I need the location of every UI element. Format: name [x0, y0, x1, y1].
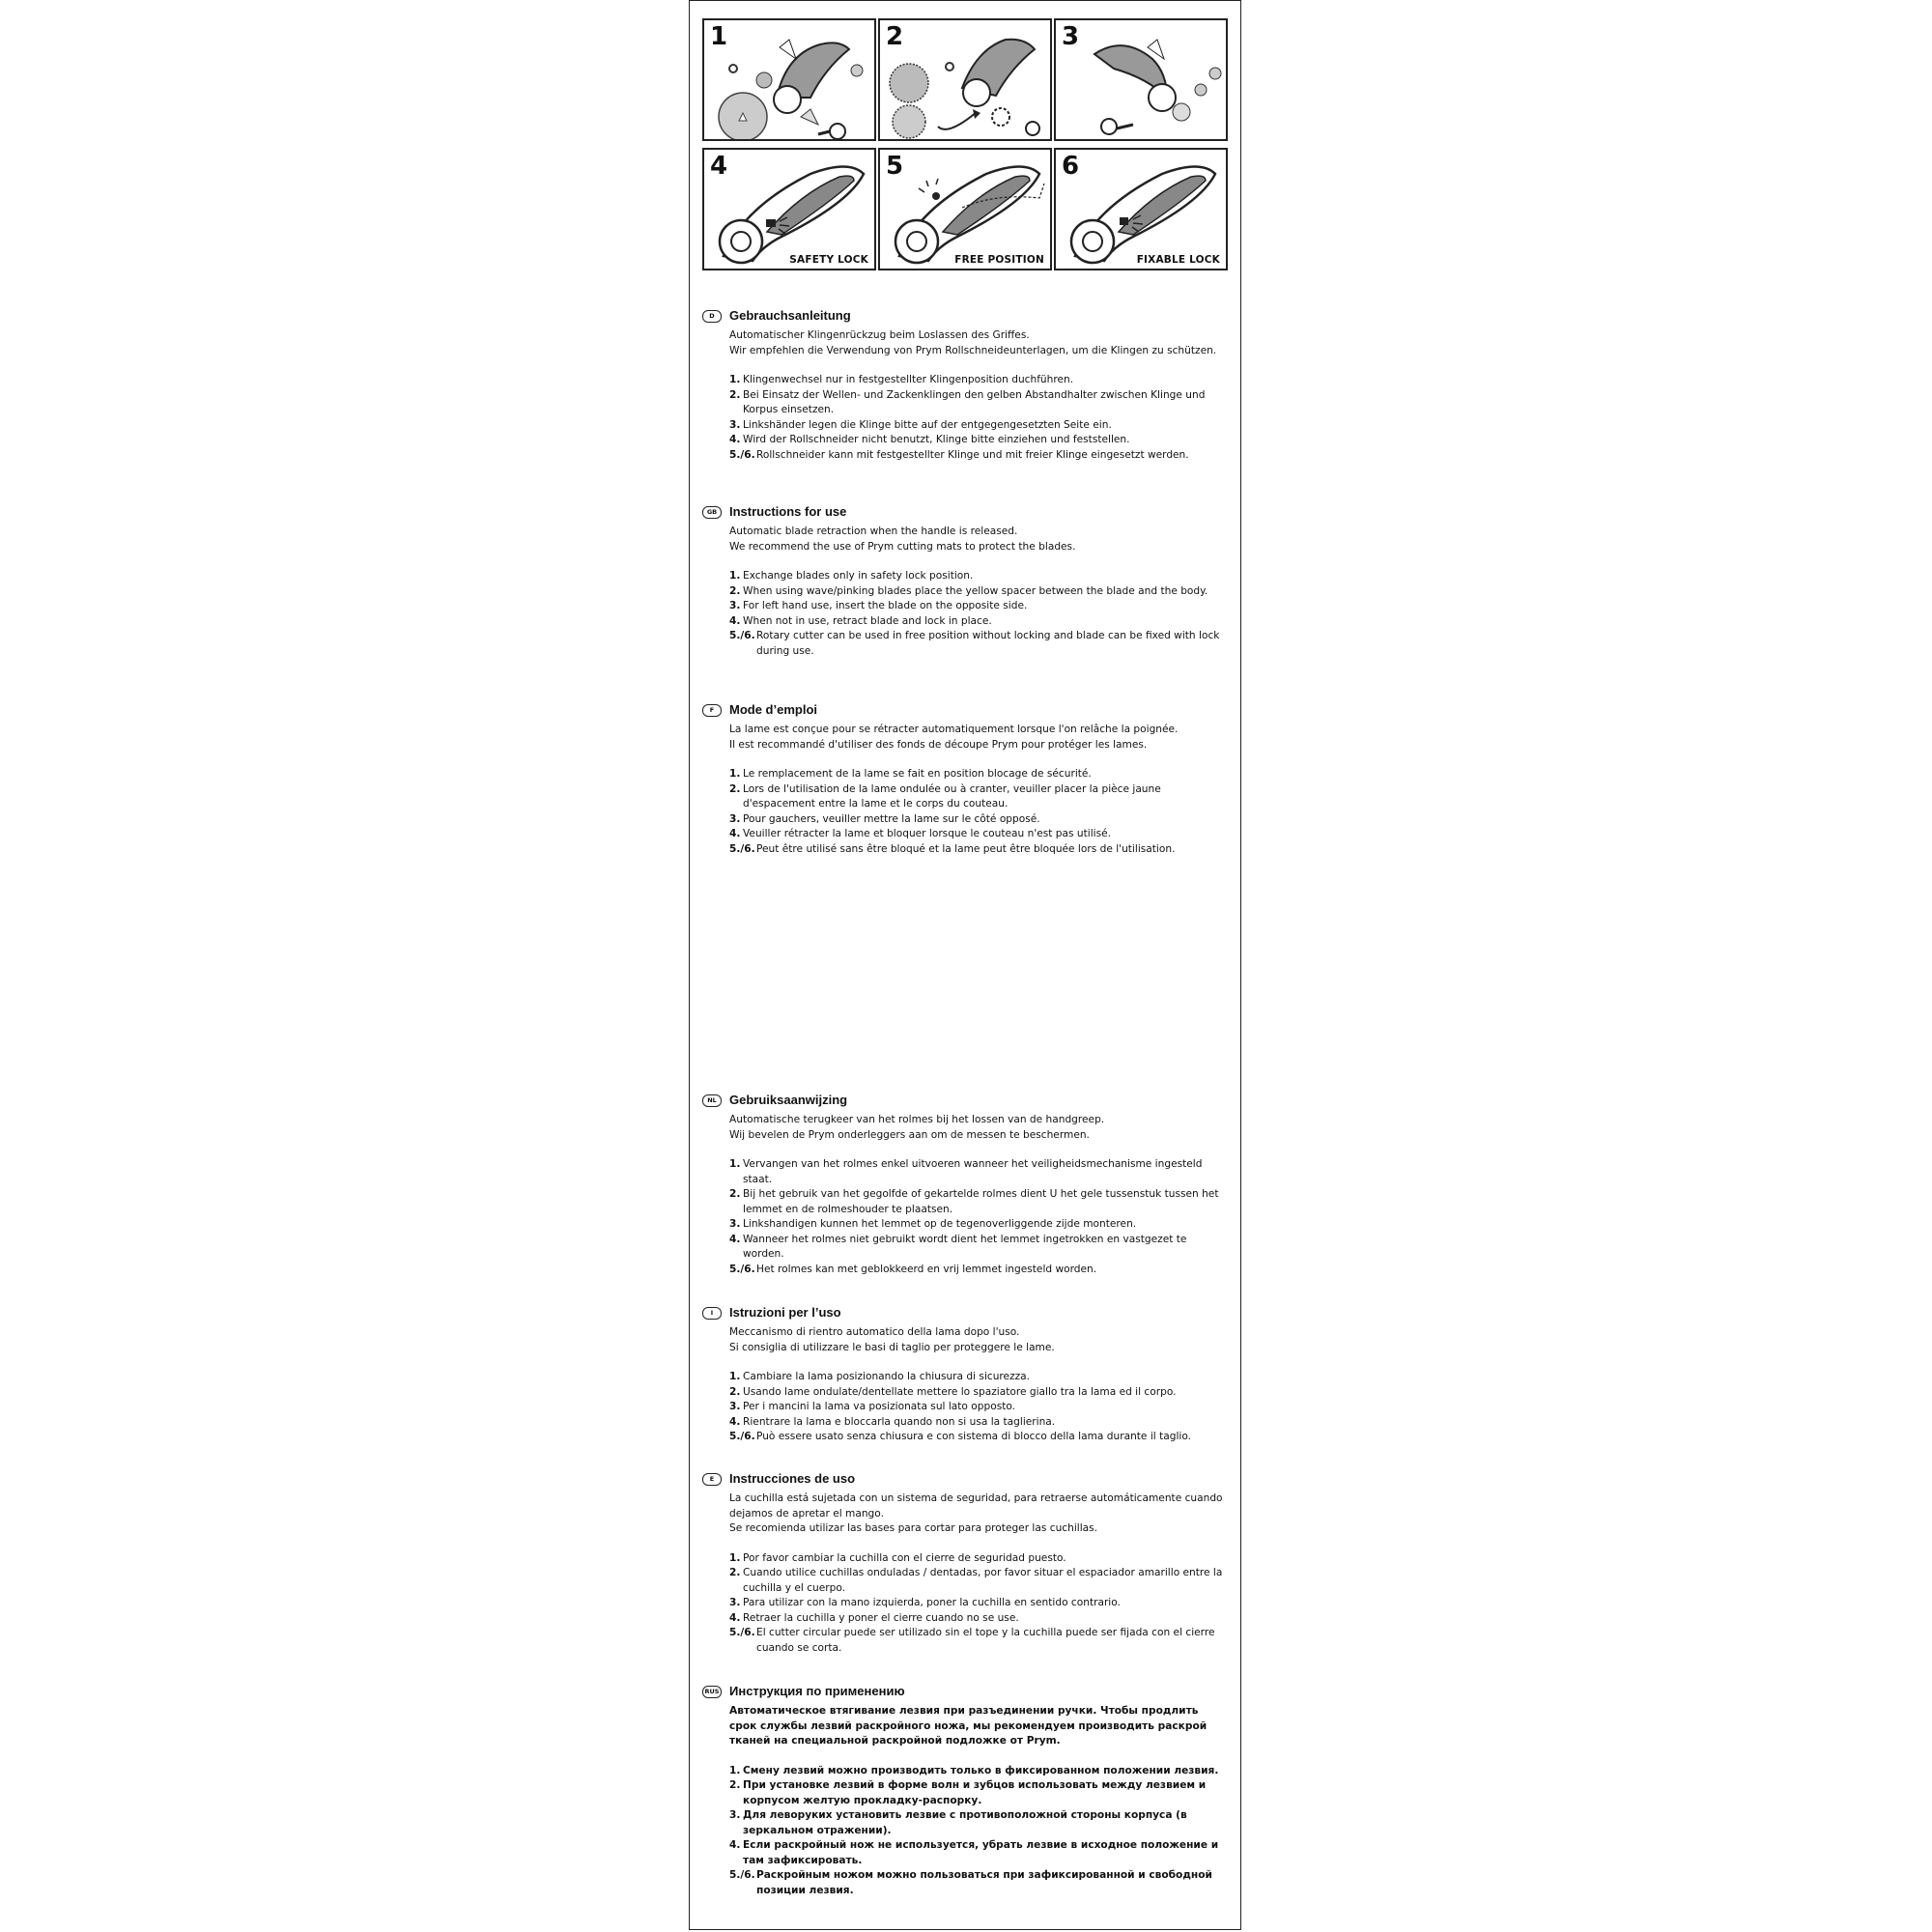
language-badge: RUS [702, 1686, 722, 1698]
instruction-sheet [689, 0, 1241, 1930]
step-number: 1. [729, 1158, 741, 1170]
step-item [729, 448, 1224, 464]
step-number: 2. [729, 1188, 741, 1200]
language-badge: F [702, 704, 722, 717]
step-item [729, 1838, 1224, 1868]
steps-list [729, 1157, 1224, 1277]
steps-list [729, 373, 1224, 463]
step-item [729, 1764, 1224, 1779]
language-badge: E [702, 1473, 722, 1486]
step-item [729, 842, 1224, 858]
section-nl [702, 1093, 1224, 1277]
panel-3 [1054, 18, 1228, 141]
intro-text: La cuchilla está sujetada con un sistema de seguridad, para retraerse automáticamente cuando dejamos de apretar el mango. [729, 1492, 1223, 1520]
step-text: Può essere usato senza chiusura e con sistema di blocco della lama durante il taglio. [756, 1431, 1191, 1442]
step-text: Rollschneider kann mit festgestellter Klinge und mit freier Klinge eingesetzt werden. [756, 448, 1189, 461]
step-text: Раскройным ножом можно пользоваться при зафиксированной и свободной позиции лезвия. [756, 1869, 1212, 1896]
step-number: 1. [729, 768, 741, 780]
step-number: 4. [729, 1611, 741, 1624]
step-number: 2. [729, 782, 741, 795]
intro-text: La lame est conçue pour se rétracter automatiquement lorsque l'on relâche la poignée. [729, 724, 1179, 735]
step-item [729, 614, 1224, 630]
language-badge: I [702, 1307, 722, 1320]
step-text: Per i mancini la lama va posizionata sul lato opposto. [743, 1401, 1016, 1412]
spacer-illustration [880, 20, 1052, 141]
step-number: 3. [729, 1218, 741, 1230]
step-text: Retraer la cuchilla y poner el cierre cuando no se use. [743, 1611, 1019, 1624]
step-number: 5./6. [729, 630, 755, 641]
section-title: Instrucciones de uso [729, 1471, 856, 1486]
section-title: Istruzioni per l’uso [729, 1305, 841, 1320]
section-es [702, 1471, 1224, 1656]
step-number: 2. [729, 1385, 741, 1398]
intro-text: Automatische terugkeer van het rolmes bij het lossen van de handgreep. [729, 1114, 1105, 1125]
panel-5 [878, 148, 1052, 270]
section-gb [702, 504, 1224, 659]
step-item [729, 1808, 1224, 1838]
step-text: Для леворуких установить лезвие с противоположной стороны корпуса (в зеркальном отражении). [743, 1809, 1187, 1836]
intro-text: We recommend the use of Prym cutting mats to protect the blades. [729, 540, 1076, 553]
intro-text: Se recomienda utilizar las bases para cortar para proteger las cuchillas. [729, 1522, 1098, 1534]
section-title: Инструкция по применению [729, 1684, 905, 1698]
step-text: При установке лезвий в форме волн и зубцов использовать между лезвием и корпусом желтую прокладку-распорку. [743, 1779, 1207, 1806]
step-text: Rientrare la lama e bloccarla quando non si usa la taglierina. [743, 1415, 1056, 1428]
step-text: Por favor cambiar la cuchilla con el cierre de seguridad puesto. [743, 1551, 1066, 1564]
step-text: Veuiller rétracter la lame et bloquer lorsque le couteau n'est pas utilisé. [743, 828, 1112, 839]
step-number: 4. [729, 614, 741, 627]
step-item [729, 1187, 1224, 1217]
step-number: 3. [729, 1597, 741, 1608]
step-text: When not in use, retract blade and lock in place. [743, 614, 992, 627]
step-text: For left hand use, insert the blade on the opposite side. [743, 600, 1028, 611]
step-number: 4. [729, 1839, 741, 1851]
step-number: 5./6. [729, 1431, 755, 1442]
step-text: Смену лезвий можно производить только в фиксированном положении лезвия. [743, 1764, 1219, 1776]
step-item [729, 629, 1224, 659]
step-number: 4. [729, 828, 741, 839]
step-text: El cutter circular puede ser utilizado sin el tope y la cuchilla puede ser fijada con el cierre cuando se corta. [756, 1627, 1215, 1654]
intro-text: Automatic blade retraction when the handle is released. [729, 526, 1018, 537]
step-text: Bei Einsatz der Wellen- und Zackenklingen den gelben Abstandhalter zwischen Klinge und Korpus einsetzen. [743, 388, 1206, 415]
step-item [729, 1868, 1224, 1898]
step-item [729, 1233, 1224, 1263]
step-text: Klingenwechsel nur in festgestellter Klingenposition duchführen. [743, 374, 1074, 385]
section-title: Instructions for use [729, 504, 847, 519]
steps-list [729, 1370, 1224, 1445]
step-item [729, 1566, 1224, 1596]
step-item [729, 1596, 1224, 1611]
step-item [729, 1551, 1224, 1567]
panel-4 [702, 148, 876, 270]
step-number: 1. [729, 374, 741, 385]
step-text: Le remplacement de la lame se fait en position blocage de sécurité. [743, 768, 1092, 780]
steps-list [729, 1764, 1224, 1899]
step-number: 2. [729, 388, 741, 401]
step-text: Если раскройный нож не используется, убрать лезвие в исходное положение и там зафиксировать. [743, 1839, 1219, 1866]
panel-1 [702, 18, 876, 141]
step-item [729, 767, 1224, 782]
step-text: Het rolmes kan met geblokkeerd en vrij lemmet ingesteld worden. [756, 1263, 1097, 1275]
step-item [729, 418, 1224, 434]
left-hand-illustration [1056, 20, 1228, 141]
blade-change-illustration [704, 20, 876, 141]
step-text: Vervangen van het rolmes enkel uitvoeren wanneer het veiligheidsmechanisme ingesteld staat. [743, 1158, 1203, 1185]
step-text: Cambiare la lama posizionando la chiusura di sicurezza. [743, 1371, 1031, 1382]
step-number: 5./6. [729, 448, 755, 461]
step-number: 5./6. [729, 1263, 755, 1275]
step-item [729, 584, 1224, 600]
step-number: 1. [729, 1371, 741, 1382]
language-badge: D [702, 310, 722, 323]
step-item [729, 1263, 1224, 1278]
step-number: 2. [729, 1779, 741, 1791]
fixable-lock-illustration [1056, 150, 1228, 270]
intro-text: Wij bevelen de Prym onderleggers aan om de messen te beschermen. [729, 1128, 1090, 1141]
step-text: Cuando utilice cuchillas onduladas / dentadas, por favor situar el espaciador amarillo entre la cuchilla y el cuerpo. [743, 1567, 1223, 1594]
step-item [729, 827, 1224, 842]
step-text: Wanneer het rolmes niet gebruikt wordt dient het lemmet ingetrokken en vastgezet te worden. [743, 1233, 1187, 1260]
panel-number: 5 [886, 152, 904, 181]
step-text: Linkshänder legen die Klinge bitte auf der entgegengesetzten Seite ein. [743, 418, 1112, 431]
step-item [729, 1157, 1224, 1187]
step-number: 4. [729, 434, 741, 445]
step-number: 2. [729, 1567, 741, 1578]
intro-text: Wir empfehlen die Verwendung von Prym Rollschneideunterlagen, um die Klingen zu schützen. [729, 344, 1217, 356]
free-position-illustration [880, 150, 1052, 270]
panel-caption: SAFETY LOCK [789, 254, 868, 266]
step-text: Usando lame ondulate/dentellate mettere lo spaziatore giallo tra la lama ed il corpo. [743, 1385, 1177, 1398]
step-text: Wird der Rollschneider nicht benutzt, Klinge bitte einziehen und feststellen. [743, 434, 1130, 445]
step-number: 4. [729, 1415, 741, 1428]
panel-number: 4 [710, 152, 728, 181]
panel-caption: FIXABLE LOCK [1136, 254, 1220, 266]
language-badge: GB [702, 506, 722, 519]
intro-text: Автоматическое втягивание лезвия при разъединении ручки. Чтобы продлить срок службы лезвий раскройного ножа, мы рекомендуем производить раскрой тканей на специальной раскройной подложке от Prym. [729, 1705, 1208, 1747]
step-item [729, 1415, 1224, 1431]
panel-number: 2 [886, 22, 904, 51]
intro-text: Il est recommandé d'utiliser des fonds de découpe Prym pour protéger les lames. [729, 738, 1148, 751]
step-number: 5./6. [729, 1869, 755, 1881]
section-de [702, 308, 1224, 463]
step-item [729, 599, 1224, 614]
step-text: Para utilizar con la mano izquierda, poner la cuchilla en sentido contrario. [743, 1597, 1121, 1608]
step-item [729, 1370, 1224, 1385]
steps-list [729, 569, 1224, 659]
steps-list [729, 1551, 1224, 1657]
step-text: Lors de l'utilisation de la lame ondulée ou à cranter, veuiller placer la pièce jaune d'espacement entre la lame et le corps du couteau. [743, 782, 1161, 810]
panel-number: 6 [1062, 152, 1080, 181]
step-number: 2. [729, 584, 741, 597]
step-item [729, 373, 1224, 388]
section-title: Mode d’emploi [729, 702, 817, 717]
step-text: When using wave/pinking blades place the yellow spacer between the blade and the body. [743, 584, 1208, 597]
panel-caption: FREE POSITION [954, 254, 1044, 266]
step-text: Rotary cutter can be used in free position without locking and blade can be fixed with lock during use. [756, 630, 1220, 657]
step-item [729, 1217, 1224, 1233]
step-number: 4. [729, 1233, 741, 1245]
section-title: Gebrauchsanleitung [729, 308, 851, 323]
section-ru [702, 1684, 1224, 1898]
step-item [729, 433, 1224, 448]
panel-6 [1054, 148, 1228, 270]
intro-text: Si consiglia di utilizzare le basi di taglio per proteggere le lame. [729, 1341, 1055, 1353]
panel-number: 3 [1062, 22, 1080, 51]
step-item [729, 1611, 1224, 1627]
step-item [729, 388, 1224, 418]
safety-lock-illustration [704, 150, 876, 270]
step-number: 1. [729, 1551, 741, 1564]
step-text: Peut être utilisé sans être bloqué et la lame peut être bloquée lors de l'utilisation. [756, 842, 1176, 855]
step-item [729, 1626, 1224, 1656]
step-item [729, 569, 1224, 584]
step-item [729, 1778, 1224, 1808]
step-item [729, 782, 1224, 812]
intro-text: Meccanismo di rientro automatico della lama dopo l'uso. [729, 1326, 1020, 1338]
section-title: Gebruiksaanwijzing [729, 1093, 848, 1107]
step-number: 3. [729, 1401, 741, 1412]
step-number: 3. [729, 418, 741, 431]
panel-number: 1 [710, 22, 728, 51]
step-number: 5./6. [729, 1627, 755, 1638]
intro-text: Automatischer Klingenrückzug beim Loslassen des Griffes. [729, 329, 1030, 341]
step-number: 1. [729, 570, 741, 582]
section-it [702, 1305, 1224, 1445]
step-number: 3. [729, 812, 741, 825]
step-item [729, 1430, 1224, 1445]
step-item [729, 1400, 1224, 1415]
step-text: Linkshandigen kunnen het lemmet op de tegenoverliggende zijde monteren. [743, 1218, 1137, 1230]
step-item [729, 1385, 1224, 1401]
step-number: 3. [729, 1809, 741, 1821]
step-number: 1. [729, 1764, 741, 1776]
panel-2 [878, 18, 1052, 141]
steps-list [729, 767, 1224, 857]
step-item [729, 812, 1224, 828]
language-badge: NL [702, 1094, 722, 1107]
step-text: Exchange blades only in safety lock position. [743, 570, 974, 582]
step-text: Bij het gebruik van het gegolfde of gekartelde rolmes dient U het gele tussenstuk tussen het lemmet en de rolmeshouder te plaatsen. [743, 1188, 1219, 1215]
step-number: 5./6. [729, 842, 755, 855]
section-fr [702, 702, 1224, 857]
step-text: Pour gauchers, veuiller mettre la lame sur le côté opposé. [743, 812, 1040, 825]
step-number: 3. [729, 600, 741, 611]
